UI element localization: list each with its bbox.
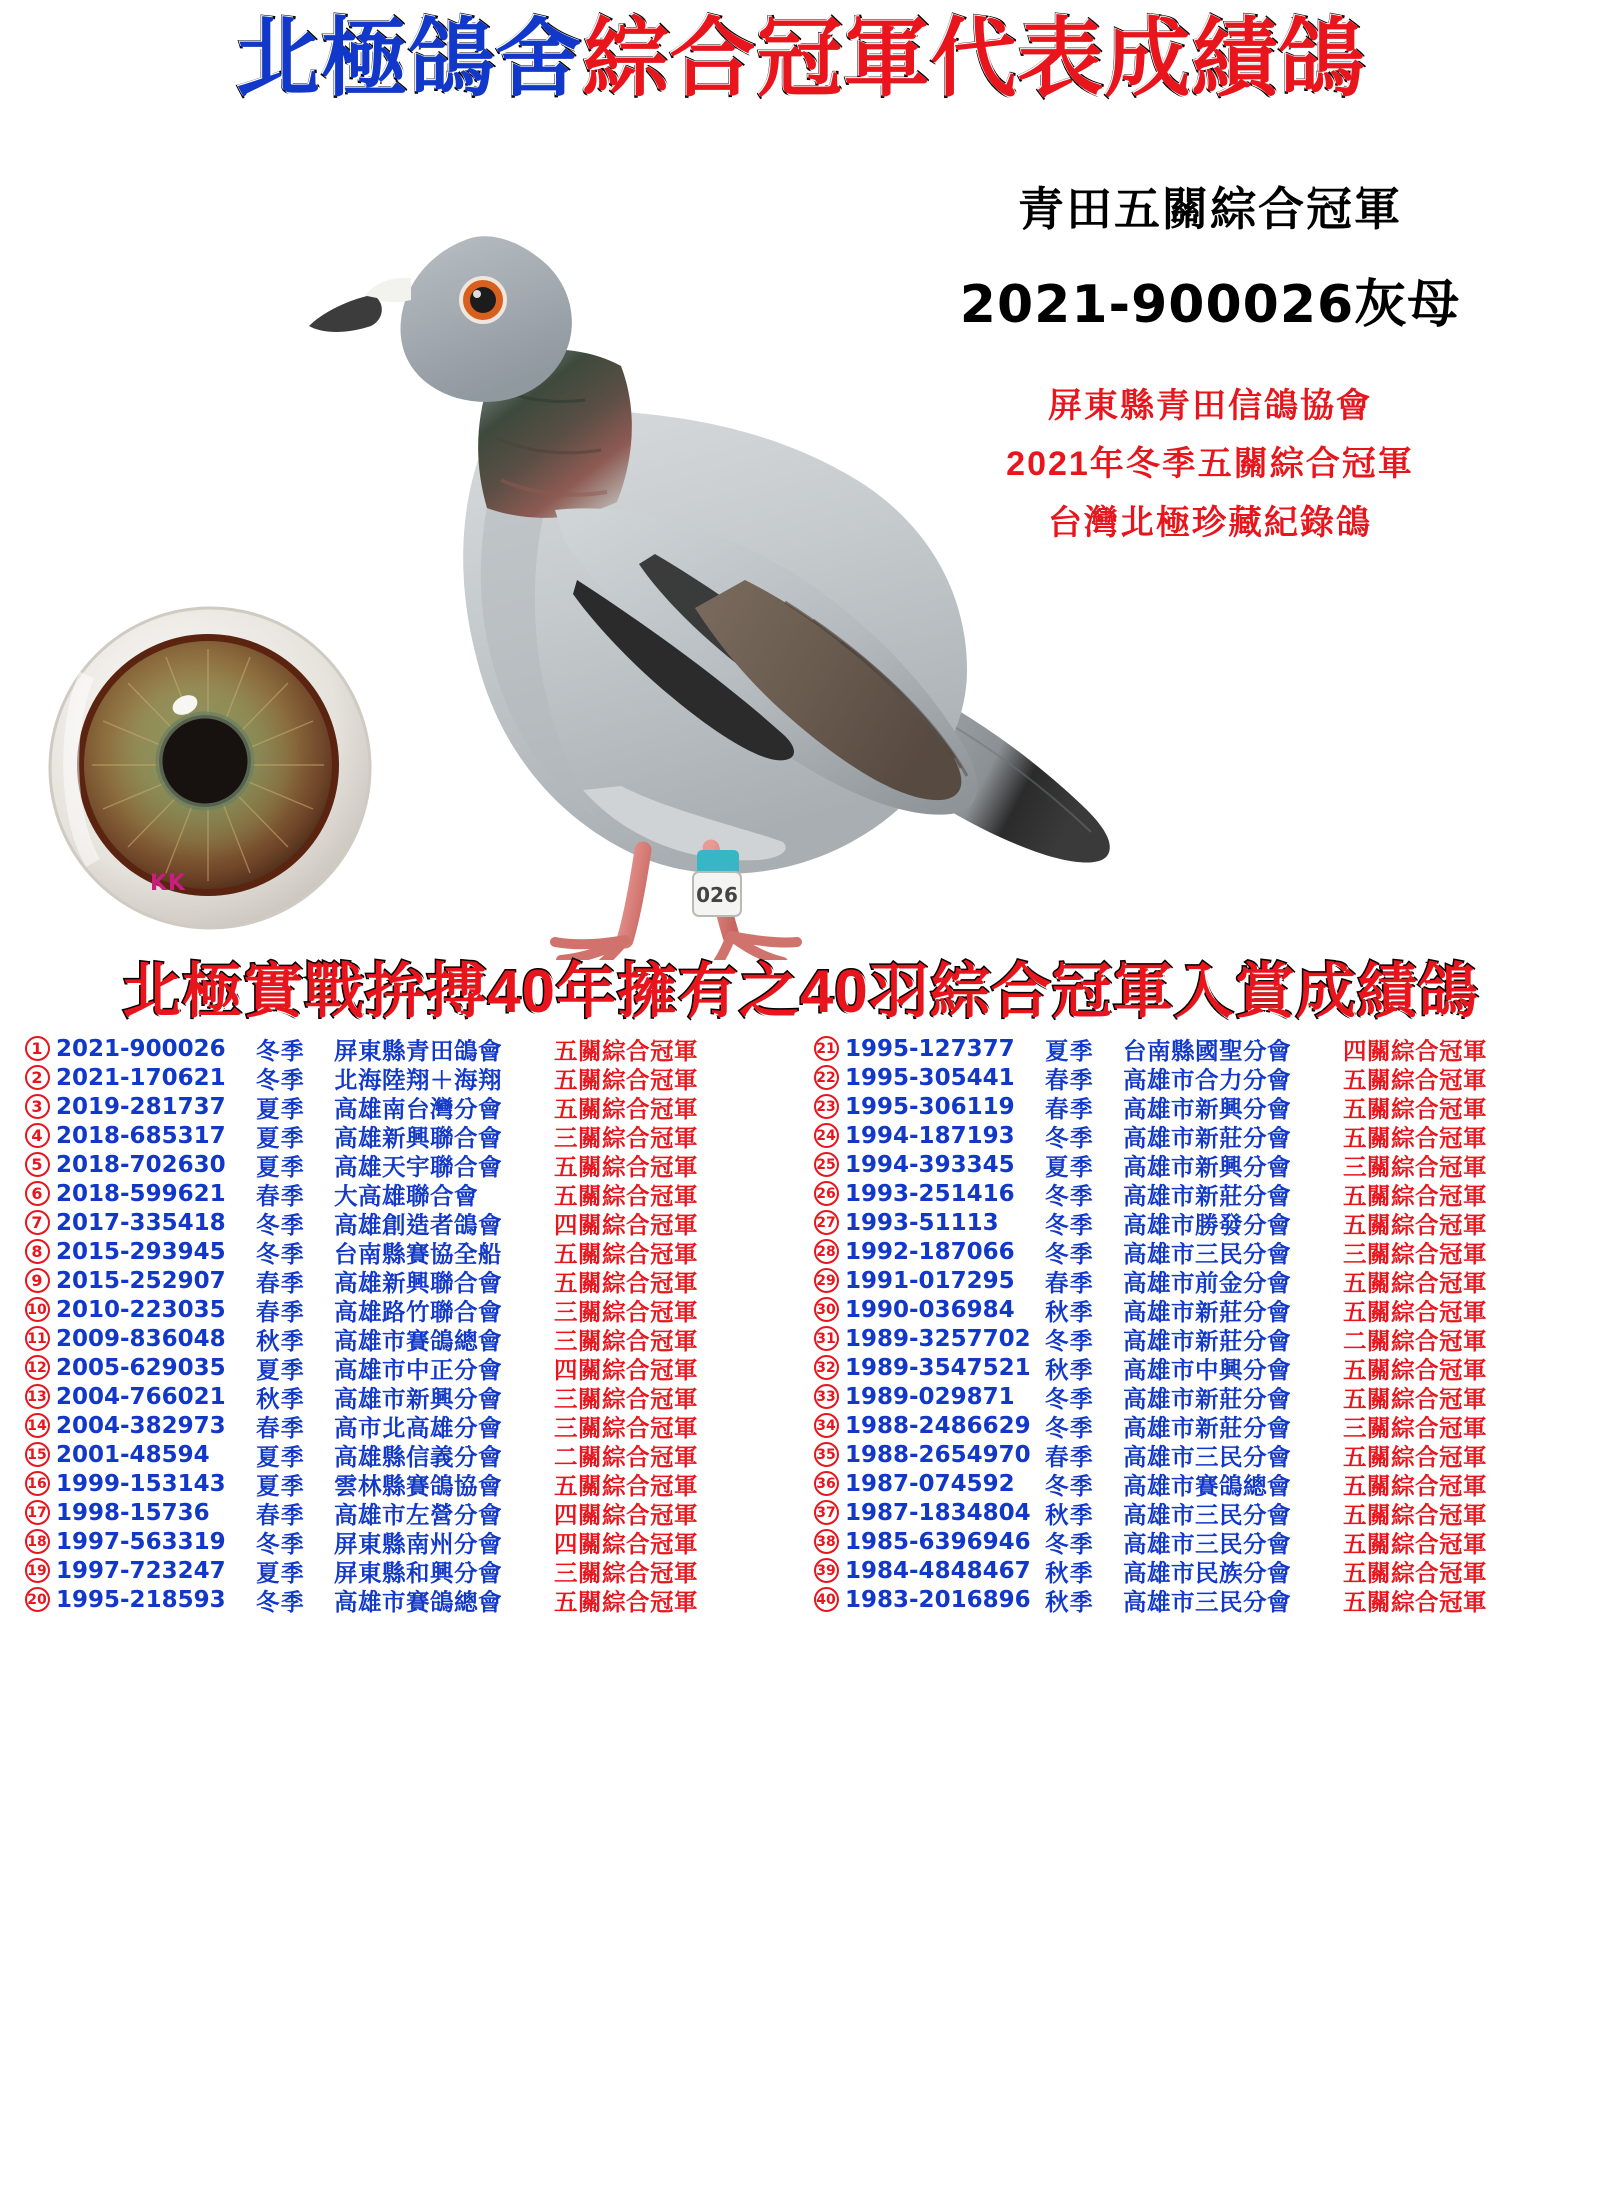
table-row (807, 1440, 1584, 1469)
row-season: 春季 (256, 1298, 305, 1325)
row-index (18, 1355, 56, 1380)
row-season: 夏季 (256, 1153, 305, 1180)
row-season: 冬季 (256, 1530, 305, 1557)
page-title-subject: 綜合冠軍代表成績鴿 (582, 11, 1366, 107)
row-index-badge: 14 (25, 1413, 50, 1438)
row-ring-number: 1997-723247 (56, 1557, 226, 1584)
row-ring-number: 1989-029871 (845, 1383, 1015, 1410)
row-club: 高雄市三民分會 (1123, 1240, 1291, 1267)
row-season: 冬季 (256, 1588, 305, 1615)
row-club: 高市北高雄分會 (334, 1414, 502, 1441)
row-season: 冬季 (1045, 1327, 1094, 1354)
row-index (18, 1152, 56, 1177)
table-row (18, 1469, 795, 1498)
row-ring-number: 1998-15736 (56, 1499, 210, 1526)
svg-text:026: 026 (696, 883, 738, 907)
row-club: 高雄南台灣分會 (334, 1095, 502, 1122)
row-index (18, 1384, 56, 1409)
row-club: 高雄市新興分會 (1123, 1153, 1291, 1180)
row-index (807, 1123, 845, 1148)
row-ring-number: 1995-306119 (845, 1093, 1015, 1120)
row-season: 春季 (1045, 1443, 1094, 1470)
row-club: 高雄市賽鴿總會 (1123, 1472, 1291, 1499)
row-index-badge: 1 (25, 1036, 50, 1061)
row-club: 高雄市新興分會 (334, 1385, 502, 1412)
row-index-badge: 20 (25, 1587, 50, 1612)
row-ring-number: 2004-382973 (56, 1412, 226, 1439)
row-season: 春季 (256, 1182, 305, 1209)
row-season: 夏季 (256, 1472, 305, 1499)
row-index (18, 1413, 56, 1438)
row-award: 三關綜合冠軍 (1343, 1414, 1487, 1441)
row-index-badge: 34 (814, 1413, 839, 1438)
row-ring-number: 1992-187066 (845, 1238, 1015, 1265)
achievements-banner (0, 958, 1600, 1025)
row-index-badge: 9 (25, 1268, 50, 1293)
note-line-3: 台灣北極珍藏紀錄鴿 (1048, 503, 1372, 542)
row-index-badge: 26 (814, 1181, 839, 1206)
row-award: 五關綜合冠軍 (1343, 1501, 1487, 1528)
row-club: 高雄市新莊分會 (1123, 1327, 1291, 1354)
row-award: 五關綜合冠軍 (554, 1588, 698, 1615)
row-season: 冬季 (1045, 1211, 1094, 1238)
row-club: 屏東縣南州分會 (334, 1530, 502, 1557)
row-ring-number: 2018-685317 (56, 1122, 226, 1149)
table-row (18, 1092, 795, 1121)
row-index-badge: 10 (25, 1297, 50, 1322)
row-club: 高雄市新莊分會 (1123, 1385, 1291, 1412)
row-index (18, 1181, 56, 1206)
row-ring-number: 1989-3257702 (845, 1325, 1031, 1352)
row-index (18, 1094, 56, 1119)
row-index (807, 1297, 845, 1322)
row-index-badge: 37 (814, 1500, 839, 1525)
row-index-badge: 33 (814, 1384, 839, 1409)
row-club: 高雄新興聯合會 (334, 1269, 502, 1296)
row-club: 高雄市三民分會 (1123, 1530, 1291, 1557)
row-award: 五關綜合冠軍 (1343, 1443, 1487, 1470)
row-index (807, 1152, 845, 1177)
row-club: 屏東縣和興分會 (334, 1559, 502, 1586)
row-season: 夏季 (256, 1124, 305, 1151)
row-award: 三關綜合冠軍 (554, 1298, 698, 1325)
row-ring-number: 1999-153143 (56, 1470, 226, 1497)
row-club: 高雄市新莊分會 (1123, 1298, 1291, 1325)
ring-number: 2021-900026灰母 (959, 275, 1461, 335)
row-index (18, 1500, 56, 1525)
table-row (807, 1498, 1584, 1527)
table-row (807, 1034, 1584, 1063)
row-award: 五關綜合冠軍 (1343, 1095, 1487, 1122)
row-club: 台南縣國聖分會 (1123, 1037, 1291, 1064)
row-award: 五關綜合冠軍 (1343, 1356, 1487, 1383)
row-season: 夏季 (1045, 1037, 1094, 1064)
table-row (807, 1208, 1584, 1237)
table-row (807, 1382, 1584, 1411)
row-season: 秋季 (1045, 1298, 1094, 1325)
row-index-badge: 24 (814, 1123, 839, 1148)
row-index (18, 1442, 56, 1467)
row-ring-number: 2021-170621 (56, 1064, 226, 1091)
row-award: 五關綜合冠軍 (1343, 1385, 1487, 1412)
row-award: 三關綜合冠軍 (554, 1385, 698, 1412)
row-ring-number: 1987-074592 (845, 1470, 1015, 1497)
row-ring-number: 1995-305441 (845, 1064, 1015, 1091)
row-season: 冬季 (256, 1037, 305, 1064)
row-season: 冬季 (1045, 1124, 1094, 1151)
table-row (18, 1266, 795, 1295)
row-index (18, 1558, 56, 1583)
row-club: 高雄市前金分會 (1123, 1269, 1291, 1296)
row-index-badge: 5 (25, 1152, 50, 1177)
results-column-left (18, 1034, 795, 1614)
row-season: 冬季 (1045, 1182, 1094, 1209)
row-club: 高雄市中興分會 (1123, 1356, 1291, 1383)
row-award: 三關綜合冠軍 (1343, 1153, 1487, 1180)
row-index (807, 1529, 845, 1554)
row-club: 高雄新興聯合會 (334, 1124, 502, 1151)
row-index (807, 1384, 845, 1409)
row-club: 高雄市三民分會 (1123, 1501, 1291, 1528)
row-index-badge: 15 (25, 1442, 50, 1467)
table-row (807, 1324, 1584, 1353)
row-index-badge: 38 (814, 1529, 839, 1554)
row-award: 四關綜合冠軍 (554, 1501, 698, 1528)
row-ring-number: 2005-629035 (56, 1354, 226, 1381)
row-ring-number: 2019-281737 (56, 1093, 226, 1120)
table-row (807, 1266, 1584, 1295)
table-row (18, 1382, 795, 1411)
row-award: 五關綜合冠軍 (1343, 1211, 1487, 1238)
row-index-badge: 22 (814, 1065, 839, 1090)
row-ring-number: 2018-702630 (56, 1151, 226, 1178)
row-club: 高雄市三民分會 (1123, 1443, 1291, 1470)
row-index (807, 1471, 845, 1496)
row-award: 三關綜合冠軍 (1343, 1240, 1487, 1267)
row-index (807, 1558, 845, 1583)
row-index (807, 1268, 845, 1293)
row-season: 秋季 (256, 1385, 305, 1412)
row-club: 高雄市賽鴿總會 (334, 1588, 502, 1615)
row-award: 三關綜合冠軍 (554, 1124, 698, 1151)
row-club: 高雄市新莊分會 (1123, 1124, 1291, 1151)
row-season: 冬季 (1045, 1240, 1094, 1267)
row-index (18, 1036, 56, 1061)
row-index-badge: 18 (25, 1529, 50, 1554)
row-club: 高雄市三民分會 (1123, 1588, 1291, 1615)
row-index (807, 1326, 845, 1351)
table-row (18, 1353, 795, 1382)
row-index-badge: 31 (814, 1326, 839, 1351)
row-index-badge: 13 (25, 1384, 50, 1409)
row-index-badge: 21 (814, 1036, 839, 1061)
row-season: 夏季 (256, 1095, 305, 1122)
row-index (18, 1268, 56, 1293)
row-ring-number: 1989-3547521 (845, 1354, 1031, 1381)
row-award: 五關綜合冠軍 (554, 1095, 698, 1122)
row-index (807, 1065, 845, 1090)
note-line-1: 屏東縣青田信鴿協會 (1048, 387, 1372, 425)
row-club: 大高雄聯合會 (334, 1182, 478, 1209)
row-ring-number: 1995-127377 (845, 1035, 1015, 1062)
table-row (18, 1440, 795, 1469)
row-index (807, 1413, 845, 1438)
table-row (18, 1411, 795, 1440)
page-title (0, 11, 1600, 107)
row-ring-number: 1997-563319 (56, 1528, 226, 1555)
row-index (807, 1210, 845, 1235)
row-index (807, 1355, 845, 1380)
row-award: 二關綜合冠軍 (1343, 1327, 1487, 1354)
row-index (18, 1065, 56, 1090)
row-award: 三關綜合冠軍 (554, 1559, 698, 1586)
row-award: 四關綜合冠軍 (1343, 1037, 1487, 1064)
row-award: 五關綜合冠軍 (554, 1066, 698, 1093)
row-ring-number: 1985-6396946 (845, 1528, 1031, 1555)
row-season: 冬季 (256, 1066, 305, 1093)
row-club: 高雄縣信義分會 (334, 1443, 502, 1470)
table-row (18, 1179, 795, 1208)
row-ring-number: 2015-293945 (56, 1238, 226, 1265)
row-season: 冬季 (1045, 1530, 1094, 1557)
row-award: 四關綜合冠軍 (554, 1356, 698, 1383)
row-club: 台南縣賽協全船 (334, 1240, 502, 1267)
note-line-2: 2021年冬季五關綜合冠軍 (1006, 445, 1414, 484)
row-ring-number: 1983-2016896 (845, 1586, 1031, 1613)
row-season: 冬季 (256, 1240, 305, 1267)
row-ring-number: 2017-335418 (56, 1209, 226, 1236)
championship-title: 青田五關綜合冠軍 (1018, 183, 1402, 235)
row-season: 冬季 (1045, 1472, 1094, 1499)
row-award: 五關綜合冠軍 (1343, 1182, 1487, 1209)
row-index-badge: 32 (814, 1355, 839, 1380)
row-index-badge: 8 (25, 1239, 50, 1264)
row-index-badge: 2 (25, 1065, 50, 1090)
row-ring-number: 2009-836048 (56, 1325, 226, 1352)
row-index-badge: 23 (814, 1094, 839, 1119)
table-row (807, 1237, 1584, 1266)
row-club: 高雄市左營分會 (334, 1501, 502, 1528)
row-index (18, 1326, 56, 1351)
row-season: 夏季 (256, 1356, 305, 1383)
row-club: 高雄路竹聯合會 (334, 1298, 502, 1325)
row-award: 五關綜合冠軍 (1343, 1588, 1487, 1615)
row-ring-number: 1988-2486629 (845, 1412, 1031, 1439)
row-season: 秋季 (1045, 1559, 1094, 1586)
row-award: 五關綜合冠軍 (1343, 1298, 1487, 1325)
row-award: 五關綜合冠軍 (554, 1240, 698, 1267)
table-row (18, 1295, 795, 1324)
table-row (18, 1150, 795, 1179)
row-index-badge: 3 (25, 1094, 50, 1119)
row-season: 春季 (256, 1501, 305, 1528)
table-row (18, 1063, 795, 1092)
row-award: 三關綜合冠軍 (554, 1327, 698, 1354)
table-row (807, 1063, 1584, 1092)
row-index (18, 1210, 56, 1235)
row-index (18, 1587, 56, 1612)
table-row (807, 1295, 1584, 1324)
row-club: 高雄天宇聯合會 (334, 1153, 502, 1180)
row-club: 屏東縣青田鴿會 (334, 1037, 502, 1064)
row-index (807, 1036, 845, 1061)
row-index-badge: 27 (814, 1210, 839, 1235)
row-ring-number: 1984-4848467 (845, 1557, 1031, 1584)
row-ring-number: 1994-187193 (845, 1122, 1015, 1149)
results-column-right (807, 1034, 1584, 1614)
table-row (807, 1150, 1584, 1179)
row-season: 夏季 (1045, 1153, 1094, 1180)
table-row (807, 1411, 1584, 1440)
row-ring-number: 1988-2654970 (845, 1441, 1031, 1468)
row-season: 夏季 (256, 1443, 305, 1470)
row-index-badge: 17 (25, 1500, 50, 1525)
row-index-badge: 16 (25, 1471, 50, 1496)
row-ring-number: 2001-48594 (56, 1441, 210, 1468)
pigeon-notes (860, 377, 1560, 552)
table-row (807, 1179, 1584, 1208)
row-index-badge: 11 (25, 1326, 50, 1351)
row-club: 高雄市新興分會 (1123, 1095, 1291, 1122)
row-index-badge: 35 (814, 1442, 839, 1467)
row-index (807, 1094, 845, 1119)
row-club: 雲林縣賽鴿協會 (334, 1472, 502, 1499)
row-index-badge: 12 (25, 1355, 50, 1380)
row-club: 北海陸翔＋海翔 (334, 1066, 502, 1093)
row-ring-number: 1987-1834804 (845, 1499, 1031, 1526)
table-row (18, 1237, 795, 1266)
table-row (807, 1556, 1584, 1585)
row-season: 秋季 (1045, 1588, 1094, 1615)
row-ring-number: 1990-036984 (845, 1296, 1015, 1323)
row-club: 高雄市賽鴿總會 (334, 1327, 502, 1354)
row-award: 五關綜合冠軍 (554, 1472, 698, 1499)
row-club: 高雄市民族分會 (1123, 1559, 1291, 1586)
table-row (18, 1527, 795, 1556)
table-row (807, 1121, 1584, 1150)
row-award: 四關綜合冠軍 (554, 1211, 698, 1238)
row-club: 高雄市新莊分會 (1123, 1414, 1291, 1441)
row-award: 五關綜合冠軍 (1343, 1269, 1487, 1296)
row-season: 秋季 (1045, 1356, 1094, 1383)
row-season: 冬季 (1045, 1385, 1094, 1412)
row-season: 秋季 (1045, 1501, 1094, 1528)
row-index-badge: 40 (814, 1587, 839, 1612)
row-index-badge: 19 (25, 1558, 50, 1583)
row-ring-number: 2015-252907 (56, 1267, 226, 1294)
row-award: 五關綜合冠軍 (1343, 1066, 1487, 1093)
row-award: 四關綜合冠軍 (554, 1530, 698, 1557)
row-index-badge: 39 (814, 1558, 839, 1583)
row-club: 高雄創造者鴿會 (334, 1211, 502, 1238)
table-row (18, 1324, 795, 1353)
row-award: 五關綜合冠軍 (554, 1182, 698, 1209)
eye-photo (45, 605, 375, 930)
row-season: 春季 (256, 1269, 305, 1296)
row-index (18, 1239, 56, 1264)
row-award: 五關綜合冠軍 (1343, 1124, 1487, 1151)
page-title-loft-name: 北極鴿舍 (234, 11, 583, 107)
achievements-banner-text: 北極實戰拚搏40年擁有之40羽綜合冠軍入賞成績鴿 (121, 958, 1479, 1025)
row-index (18, 1529, 56, 1554)
row-index-badge: 29 (814, 1268, 839, 1293)
row-award: 五關綜合冠軍 (1343, 1472, 1487, 1499)
row-award: 五關綜合冠軍 (554, 1269, 698, 1296)
row-award: 三關綜合冠軍 (554, 1414, 698, 1441)
table-row (807, 1527, 1584, 1556)
row-season: 春季 (1045, 1095, 1094, 1122)
row-ring-number: 2021-900026 (56, 1035, 226, 1062)
row-index-badge: 36 (814, 1471, 839, 1496)
row-ring-number: 1995-218593 (56, 1586, 226, 1613)
row-ring-number: 1993-251416 (845, 1180, 1015, 1207)
pigeon-info-block (860, 175, 1560, 552)
results-table (18, 1034, 1584, 1614)
table-row (18, 1121, 795, 1150)
row-index (807, 1239, 845, 1264)
row-season: 春季 (1045, 1066, 1094, 1093)
row-ring-number: 2018-599621 (56, 1180, 226, 1207)
row-season: 春季 (1045, 1269, 1094, 1296)
row-club: 高雄市中正分會 (334, 1356, 502, 1383)
table-row (18, 1034, 795, 1063)
row-award: 五關綜合冠軍 (554, 1037, 698, 1064)
row-season: 冬季 (256, 1211, 305, 1238)
row-award: 五關綜合冠軍 (554, 1153, 698, 1180)
row-award: 二關綜合冠軍 (554, 1443, 698, 1470)
row-index-badge: 25 (814, 1152, 839, 1177)
row-index-badge: 7 (25, 1210, 50, 1235)
row-club: 高雄市合力分會 (1123, 1066, 1291, 1093)
row-ring-number: 1994-393345 (845, 1151, 1015, 1178)
row-season: 冬季 (1045, 1414, 1094, 1441)
row-index (807, 1587, 845, 1612)
table-row (807, 1092, 1584, 1121)
table-row (18, 1556, 795, 1585)
eye-photo-watermark: KK (150, 871, 187, 896)
row-club: 高雄市勝發分會 (1123, 1211, 1291, 1238)
row-index-badge: 30 (814, 1297, 839, 1322)
table-row (18, 1585, 795, 1614)
table-row (18, 1208, 795, 1237)
row-award: 五關綜合冠軍 (1343, 1530, 1487, 1557)
row-ring-number: 1991-017295 (845, 1267, 1015, 1294)
row-index-badge: 4 (25, 1123, 50, 1148)
row-ring-number: 1993-51113 (845, 1209, 999, 1236)
row-index (18, 1123, 56, 1148)
row-index (18, 1471, 56, 1496)
table-row (807, 1585, 1584, 1614)
row-index (18, 1297, 56, 1322)
table-row (18, 1498, 795, 1527)
table-row (807, 1469, 1584, 1498)
row-index (807, 1500, 845, 1525)
row-season: 夏季 (256, 1559, 305, 1586)
row-index (807, 1181, 845, 1206)
row-season: 春季 (256, 1414, 305, 1441)
row-index-badge: 6 (25, 1181, 50, 1206)
row-index-badge: 28 (814, 1239, 839, 1264)
table-row (807, 1353, 1584, 1382)
row-ring-number: 2004-766021 (56, 1383, 226, 1410)
row-index (807, 1442, 845, 1467)
row-club: 高雄市新莊分會 (1123, 1182, 1291, 1209)
row-ring-number: 2010-223035 (56, 1296, 226, 1323)
row-season: 秋季 (256, 1327, 305, 1354)
row-award: 五關綜合冠軍 (1343, 1559, 1487, 1586)
